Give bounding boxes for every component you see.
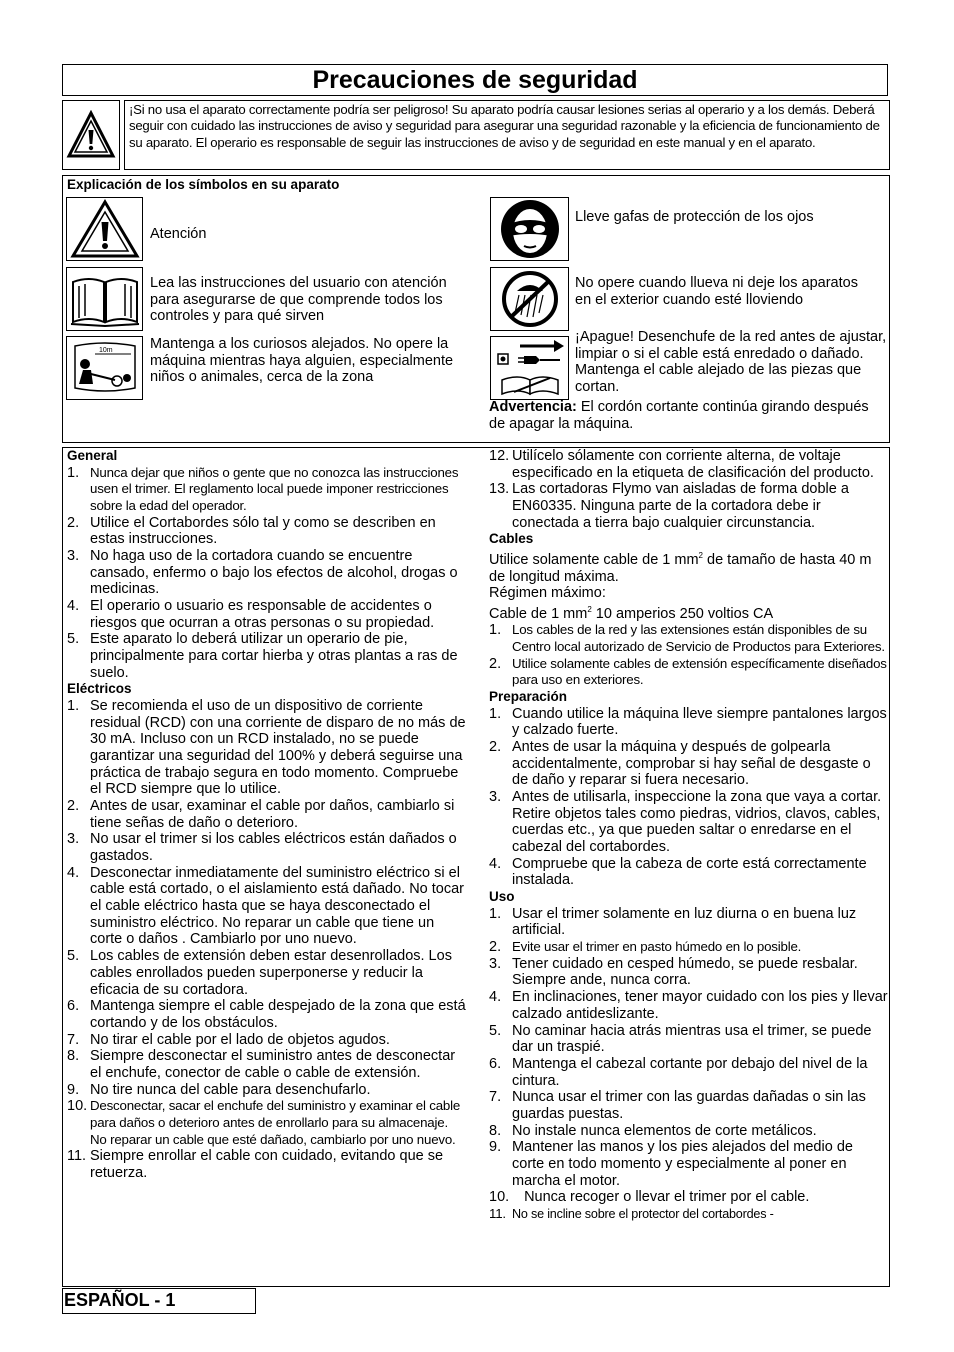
list-item: 11. Siempre enrollar el cable con cuidado, evitando que se retuerza. xyxy=(67,1148,444,1181)
attention-text: Atención xyxy=(150,226,207,242)
rain-text: No opere cuando llueva ni deje los aparatos en el exterior cuando esté lloviendo xyxy=(575,275,858,308)
list-item: 10. Nunca recoger o llevar el trimer por el cable. xyxy=(489,1189,810,1206)
list-item: 5. No caminar hacia atrás mientras usa el trimer, se puede dar un traspié. xyxy=(489,1022,872,1056)
symbols-section xyxy=(62,175,890,443)
instructions-section xyxy=(62,447,890,1287)
list-item: 2. Antes de usar, examinar el cable por daños, cambiarlo si tiene señas de daño o deterioro. xyxy=(67,798,455,831)
warning-text: El cordón cortante continúa girando después de apagar la máquina. xyxy=(489,399,869,432)
warning-triangle-icon xyxy=(62,100,120,170)
list-item: 3. No usar el trimer si los cables eléctricos están dañados o gastados. xyxy=(67,831,457,865)
list-item: 3. Antes de utilisarla, inspeccione la zona que vaya a cortar. Retire objetos tales como piedras, vidrios, clavos, cables, cuerdas etc., ya que pueden saltar o enredarse en el cabezal del cortabordes. xyxy=(489,789,882,856)
list-item: 1. Cuando utilice la máquina lleve siempre pantalones largos y calzado fuerte. xyxy=(489,705,887,739)
goggles-text: Lleve gafas de protección de los ojos xyxy=(575,209,814,225)
right-column xyxy=(489,448,889,1223)
list-item: 5. Los cables de extensión deben estar desenrollados. Los cables enrollados pueden superponerse y reducir la eficacia de su cortadora. xyxy=(67,948,452,998)
cable-rating-text: Cable de 1 $mm^2$ 10 amperios 250 voltios CA xyxy=(489,604,774,622)
bystanders-distance-icon xyxy=(66,336,143,400)
page-footer: ESPAÑOL - 1 xyxy=(62,1288,256,1314)
list-item: 9. No tire nunca del cable para desenchufarlo. xyxy=(67,1081,371,1098)
list-item: 4. El operario o usuario es responsable de accidentes o riesgos que ocurran a otras personas o su propiedad. xyxy=(67,598,435,631)
page-title: Precauciones de seguridad xyxy=(62,64,888,96)
read-manual-text: Lea las instrucciones del usuario con atención para asegurarse de que comprende todos los controles y para qué sirven xyxy=(150,275,447,325)
list-item: 5. Este aparato lo deberá utilizar un operario de pie, principalmente para cortar hierba y otras plantas a ras de suelo. xyxy=(67,631,458,681)
list-item: 4. Compruebe que la cabeza de corte está correctamente instalada. xyxy=(489,855,867,889)
list-item: 7. Nunca usar el trimer con las guardas dañadas o sin las guardas puestas. xyxy=(489,1089,866,1122)
list-item: 12. Utilícelo sólamente con corriente alterna, de voltaje especificado en la etiqueta de clasificación del producto. xyxy=(489,448,874,481)
general-heading: General xyxy=(67,448,118,463)
warning-label: Advertencia: xyxy=(489,399,577,415)
list-item: 1. Los cables de la red y las extensiones están disponibles de su Centro local autorizado de Servicio de Productos para Exteriores. xyxy=(489,622,885,655)
book-manual-icon xyxy=(66,267,143,331)
list-item: 4. En inclinaciones, tener mayor cuidado con los pies y llevar calzado antideslizante. xyxy=(489,989,888,1022)
list-item: 3. No haga uso de la cortadora cuando se encuentre cansado, enfermo o bajo los efectos de alcohol, drogas o medicinas. xyxy=(67,548,458,598)
preparacion-heading: Preparación xyxy=(489,689,568,705)
list-item: 1. Usar el trimer solamente en luz diurna o en buena luz artificial. xyxy=(489,905,857,939)
list-item: 8. Siempre desconectar el suministro antes de desconectar el enchufe, conector de cable o cable de extensión. xyxy=(67,1048,456,1081)
list-item: 2. Evite usar el trimer en pasto húmedo en lo posible. xyxy=(489,939,802,956)
no-rain-icon xyxy=(490,267,569,331)
uso-heading: Uso xyxy=(489,889,515,905)
list-item: 1. Se recomienda el uso de un dispositivo de corriente residual (RCD) con una corriente de disparo de no más de 30 mA. Incluso con un RCD instalado, no se puede garantizar una seguridad del 100% y deberá seguirse una práctica de trabajo segura en todo momento. Compruebe el RCD siempre que lo utilice. xyxy=(67,698,466,798)
list-item: 1. Nunca dejar que niños o gente que no conozca las instrucciones usen el trimer. El reglamento local puede imponer restricciones sobre la edad del operador. xyxy=(67,464,459,514)
electricos-heading: Eléctricos xyxy=(67,681,132,697)
warning-note xyxy=(489,399,887,432)
list-item: 4. Desconectar inmediatamente del suministro eléctrico si el cable está cortado, o el aislamiento está dañado. No tocar el cable eléctrico hasta que se haya desconectado el suministro eléctrico. No reparar un cable que tiene un corte o daños . Cambiarlo por uno nuevo. xyxy=(67,864,465,948)
left-column xyxy=(67,448,467,1182)
goggles-icon xyxy=(490,197,569,261)
list-item: 11. No se incline sobre el protector del cortabordes - xyxy=(489,1205,774,1221)
unplug-icon xyxy=(490,336,569,400)
symbols-heading: Explicación de los símbolos en su aparato xyxy=(67,177,340,192)
list-item: 7. No tirar el cable por el lado de objetos agudos. xyxy=(67,1031,390,1048)
unplug-text: ¡Apague! Desenchufe de la red antes de ajustar, limpiar o si el cable está enredado o dañado. Mantenga el cable alejado de las piezas que cortan. xyxy=(575,329,887,396)
list-item: 3. Tener cuidado en cesped húmedo, se puede resbalar. Siempre ande, nunca corra. xyxy=(489,955,858,989)
list-item: 13. Las cortadoras Flymo van aisladas de forma doble a EN60335. Ninguna parte de la cortadora debe ir conectada a tierra bajo cualquier circunstancia. xyxy=(489,481,849,531)
cables-heading: Cables xyxy=(489,531,534,547)
list-item: 2. Utilice el Cortabordes sólo tal y como se describen en estas instrucciones. xyxy=(67,514,436,548)
intro-warning xyxy=(62,100,890,170)
list-item: 6. Mantenga el cabezal cortante por debajo del nivel de la cintura. xyxy=(489,1055,868,1089)
attention-icon xyxy=(66,197,143,261)
list-item: 6. Mantenga siempre el cable despejado de la zona que está cortando y de los obstáculos. xyxy=(67,998,466,1031)
bystanders-icon-label: 10m xyxy=(98,347,113,354)
intro-text: ¡Si no usa el aparato correctamente podría ser peligroso! Su aparato podría causar lesiones serias al operario y a los demás. Deberá seguir con cuidado las instrucciones de aviso y seguridad para asegurar una seguridad razonable y la eficiencia de funcionamiento de su aparato. El operario es responsable de seguir las instrucciones de aviso y de seguridad en este manual y en el aparato. xyxy=(124,100,890,170)
list-item: 9. Mantener las manos y los pies alejados del medio de corte en todo momento y especialmente al poner en marcha el motor. xyxy=(489,1139,853,1189)
bystanders-text: Mantenga a los curiosos alejados. No opere la máquina mientras haya alguien, especialmente niños o animales, cerca de la zona xyxy=(150,336,454,386)
regimen-text: Régimen máximo: xyxy=(489,585,606,602)
list-item: 2. Antes de usar la máquina y después de golpearla accidentalmente, comprobar si hay señal de desgaste o de daño y reparar si fuera necesario. xyxy=(489,739,871,789)
list-item: 2. Utilice solamente cables de extensión específicamente diseñados para uso en exteriores. xyxy=(489,655,887,688)
list-item: 10. Desconectar, sacar el enchufe del suministro y examinar el cable para daños o deterioro antes de enrollarlo para su almacenaje. No reparar un cable que esté dañado, cambiarlo por uno nuevo. xyxy=(67,1098,461,1147)
list-item: 8. No instale nunca elementos de corte metálicos. xyxy=(489,1122,817,1139)
cables-text: Utilice solamente cable de 1 $mm^2$ de tamaño de hasta 40 m de longitud máxima. xyxy=(489,551,872,585)
